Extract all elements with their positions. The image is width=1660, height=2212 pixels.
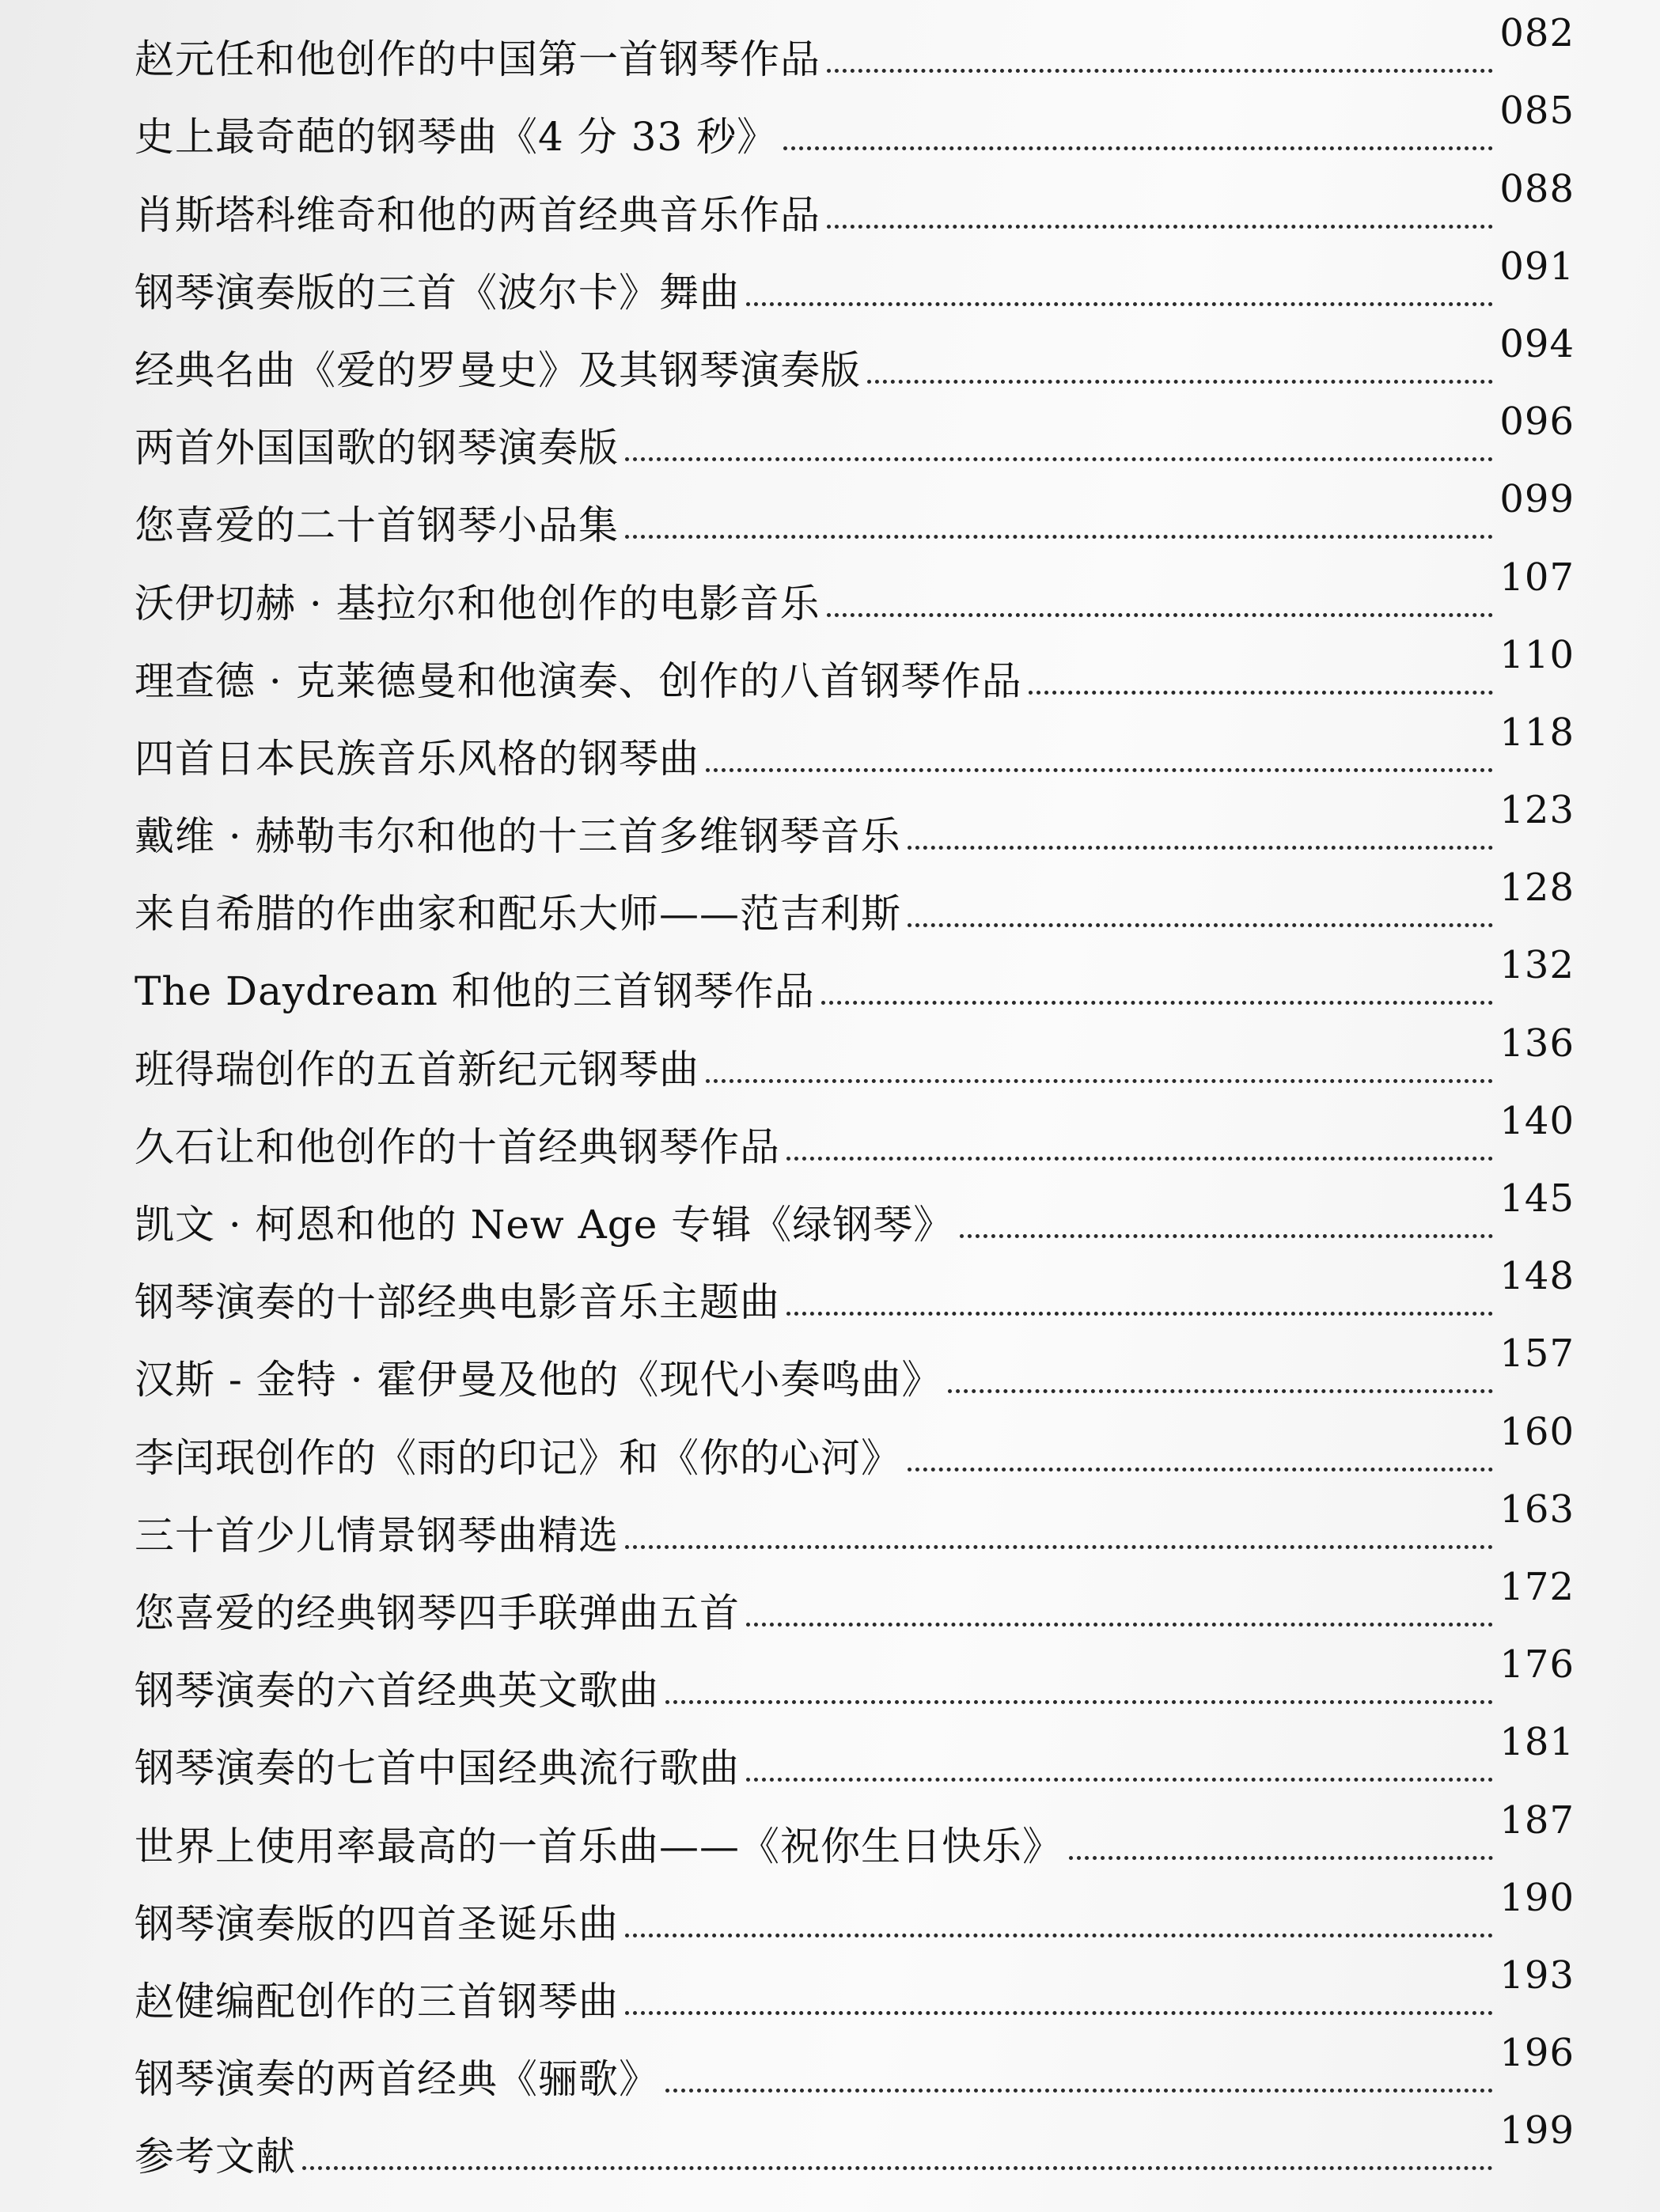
- toc-entry-page-number: 187: [1499, 1797, 1575, 1843]
- dot-leader: [960, 1234, 1493, 1238]
- toc-entry: [135, 788, 1575, 870]
- toc-entry-page-number: 190: [1499, 1875, 1575, 1920]
- toc-entry-page-number: 128: [1499, 865, 1575, 911]
- toc-entry-page-number: 148: [1499, 1254, 1575, 1299]
- toc-entry-title: 两首外国国歌的钢琴演奏版: [135, 425, 619, 472]
- toc-entry: [135, 1098, 1575, 1181]
- dot-leader: [1029, 691, 1494, 695]
- toc-entry-title: 钢琴演奏的七首中国经典流行歌曲: [135, 1745, 740, 1792]
- dot-leader: [786, 1157, 1493, 1161]
- toc-entry-title: 班得瑞创作的五首新纪元钢琴曲: [135, 1046, 699, 1093]
- dot-leader: [665, 2089, 1493, 2093]
- dot-leader: [786, 1312, 1493, 1316]
- toc-entry-page-number: 091: [1499, 244, 1575, 289]
- dot-leader: [746, 1623, 1493, 1627]
- dot-leader: [302, 2166, 1493, 2170]
- toc-entry-page-number: 107: [1499, 555, 1575, 600]
- toc-entry-page-number: 193: [1499, 1953, 1575, 1998]
- toc-entry: [135, 710, 1575, 793]
- toc-entry-title: 钢琴演奏的十部经典电影音乐主题曲: [135, 1279, 780, 1326]
- toc-entry: [135, 1720, 1575, 1802]
- toc-entry-title: 经典名曲《爱的罗曼史》及其钢琴演奏版: [135, 347, 861, 393]
- dot-leader: [827, 613, 1494, 617]
- toc-entry-page-number: 132: [1499, 943, 1575, 988]
- toc-entry: [135, 1797, 1575, 1880]
- toc-entry-page-number: 140: [1499, 1098, 1575, 1143]
- toc-entry-title: 三十首少儿情景钢琴曲精选: [135, 1512, 619, 1559]
- toc-entry: [135, 2031, 1575, 2113]
- dot-leader: [706, 768, 1493, 772]
- toc-entry-page-number: 082: [1499, 11, 1575, 56]
- dot-leader: [625, 535, 1493, 539]
- toc-entry-title: 久石让和他创作的十首经典钢琴作品: [135, 1123, 780, 1170]
- toc-entry-title: 四首日本民族音乐风格的钢琴曲: [135, 735, 699, 782]
- toc-entry-page-number: 136: [1499, 1021, 1575, 1066]
- toc-entry-title: 钢琴演奏版的四首圣诞乐曲: [135, 1900, 619, 1947]
- toc-entry-page-number: 172: [1499, 1564, 1575, 1609]
- toc-entry: [135, 1642, 1575, 1725]
- toc-entry-title: 钢琴演奏的六首经典英文歌曲: [135, 1668, 659, 1714]
- toc-entry-page-number: 085: [1499, 89, 1575, 134]
- toc-entry: [135, 1331, 1575, 1414]
- toc-entry: [135, 1875, 1575, 1958]
- toc-entry: [135, 632, 1575, 715]
- toc-entry-page-number: 160: [1499, 1409, 1575, 1454]
- toc-entry-title: 您喜爱的经典钢琴四手联弹曲五首: [135, 1589, 740, 1636]
- toc-entry: [135, 555, 1575, 637]
- toc-entry-page-number: 157: [1499, 1331, 1575, 1377]
- dot-leader: [625, 1545, 1493, 1549]
- toc-entry-title: 赵元任和他创作的中国第一首钢琴作品: [135, 36, 821, 83]
- toc-entry-title: 世界上使用率最高的一首乐曲——《祝你生日快乐》: [135, 1823, 1063, 1869]
- toc-entry: [135, 244, 1575, 327]
- dot-leader: [746, 1778, 1493, 1782]
- dot-leader: [1069, 1856, 1493, 1860]
- toc-entry: [135, 1953, 1575, 2036]
- dot-leader: [625, 457, 1493, 461]
- toc-entry-title: 您喜爱的二十首钢琴小品集: [135, 502, 619, 549]
- dot-leader: [706, 1079, 1493, 1083]
- toc-entry-title: 钢琴演奏版的三首《波尔卡》舞曲: [135, 269, 740, 316]
- toc-entry-title: 来自希腊的作曲家和配乐大师——范吉利斯: [135, 891, 901, 937]
- toc-entry-title: 戴维 · 赫勒韦尔和他的十三首多维钢琴音乐: [135, 813, 901, 860]
- toc-entry-page-number: 123: [1499, 788, 1575, 833]
- dot-leader: [625, 2011, 1493, 2015]
- toc-entry-page-number: 199: [1499, 2108, 1575, 2153]
- dot-leader: [908, 923, 1493, 927]
- toc-entry-page-number: 196: [1499, 2031, 1575, 2076]
- toc-entry: [135, 11, 1575, 93]
- dot-leader: [867, 380, 1493, 384]
- toc-entry: [135, 89, 1575, 171]
- toc-entry-title: 理查德 · 克莱德曼和他演奏、创作的八首钢琴作品: [135, 657, 1022, 704]
- toc-entry: [135, 1564, 1575, 1647]
- toc-entry-page-number: 088: [1499, 166, 1575, 211]
- table-of-contents: [135, 11, 1575, 2191]
- dot-leader: [665, 1700, 1493, 1704]
- toc-entry-title: 沃伊切赫 · 基拉尔和他创作的电影音乐: [135, 580, 821, 627]
- dot-leader: [908, 1468, 1493, 1472]
- toc-entry-title: 赵健编配创作的三首钢琴曲: [135, 1978, 619, 2025]
- toc-entry: [135, 2108, 1575, 2191]
- toc-entry: [135, 400, 1575, 482]
- toc-entry-title: 汉斯 - 金特 · 霍伊曼及他的《现代小奏鸣曲》: [135, 1357, 942, 1403]
- toc-entry-page-number: 118: [1499, 710, 1575, 755]
- toc-entry-title: 参考文献: [135, 2134, 296, 2180]
- toc-entry: [135, 1176, 1575, 1259]
- toc-entry-page-number: 145: [1499, 1176, 1575, 1221]
- dot-leader: [948, 1389, 1493, 1393]
- dot-leader: [827, 69, 1493, 73]
- toc-entry-page-number: 176: [1499, 1642, 1575, 1687]
- toc-entry-title: 史上最奇葩的钢琴曲《4 分 33 秒》: [135, 114, 778, 161]
- toc-entry: [135, 943, 1575, 1025]
- toc-entry: [135, 1487, 1575, 1570]
- dot-leader: [908, 846, 1494, 850]
- dot-leader: [821, 1001, 1494, 1005]
- toc-entry: [135, 865, 1575, 948]
- toc-entry-page-number: 099: [1499, 477, 1575, 522]
- toc-entry-page-number: 110: [1499, 632, 1575, 677]
- toc-entry-page-number: 163: [1499, 1487, 1575, 1532]
- toc-entry-title: 肖斯塔科维奇和他的两首经典音乐作品: [135, 191, 821, 238]
- toc-entry-title: The Daydream 和他的三首钢琴作品: [135, 968, 815, 1015]
- toc-entry-title: 李闰珉创作的《雨的印记》和《你的心河》: [135, 1434, 901, 1481]
- toc-entry-title: 凯文 · 柯恩和他的 New Age 专辑《绿钢琴》: [135, 1202, 954, 1248]
- toc-entry: [135, 166, 1575, 248]
- toc-entry: [135, 1409, 1575, 1491]
- dot-leader: [746, 302, 1493, 306]
- toc-entry-page-number: 094: [1499, 321, 1575, 366]
- toc-entry: [135, 1021, 1575, 1103]
- dot-leader: [783, 146, 1493, 150]
- dot-leader: [827, 225, 1493, 229]
- toc-entry: [135, 477, 1575, 559]
- dot-leader: [625, 1934, 1493, 1937]
- toc-entry: [135, 1254, 1575, 1336]
- toc-entry-page-number: 181: [1499, 1720, 1575, 1765]
- toc-entry-page-number: 096: [1499, 400, 1575, 445]
- toc-entry-title: 钢琴演奏的两首经典《骊歌》: [135, 2056, 659, 2103]
- toc-entry: [135, 321, 1575, 404]
